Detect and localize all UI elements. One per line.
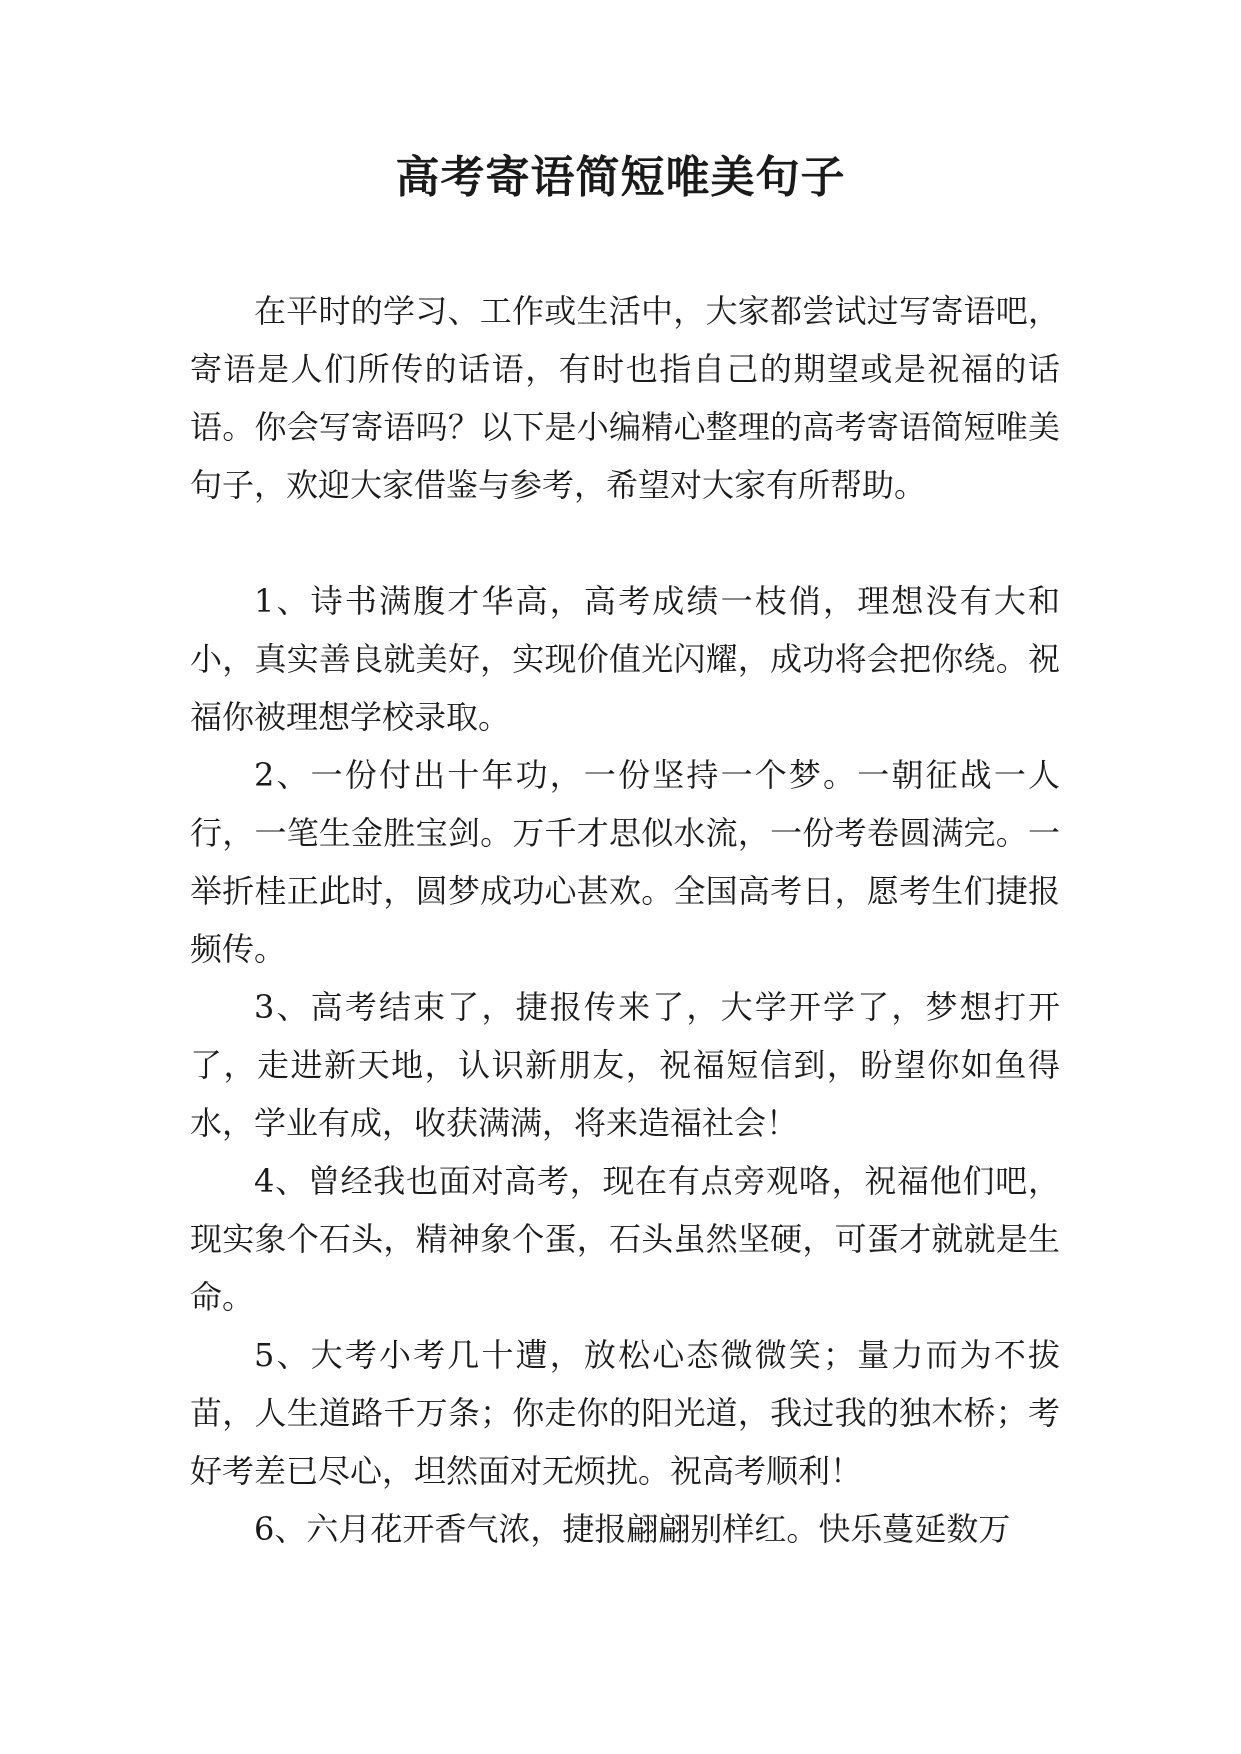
document-title: 高考寄语简短唯美句子	[395, 152, 846, 203]
list-item: 2、一份付出十年功，一份坚持一个梦。一朝征战一人行，一笔生金胜宝剑。万千才思似水流，一份考卷圆满完。一举折桂正此时，圆梦成功心甚欢。全国高考日，愿考生们捷报频传。	[190, 756, 1060, 968]
list-item: 1、诗书满腹才华高，高考成绩一枝俏，理想没有大和小，真实善良就美好，实现价值光闪耀，成功将会把你绕。祝福你被理想学校录取。	[190, 582, 1060, 736]
list-item: 6、六月花开香气浓，捷报翩翩别样红。快乐蔓延数万	[254, 1510, 1011, 1548]
list-item: 3、高考结束了，捷报传来了，大学开学了，梦想打开了，走进新天地，认识新朋友，祝福短信到，盼望你如鱼得水，学业有成，收获满满，将来造福社会！	[190, 988, 1060, 1142]
paragraph-spacer	[190, 514, 1060, 572]
intro-paragraph: 在平时的学习、工作或生活中，大家都尝试过写寄语吧，寄语是人们所传的话语，有时也指自己的期望或是祝福的话语。你会写寄语吗？以下是小编精心整理的高考寄语简短唯美句子，欢迎大家借鉴与参考，希望对大家有所帮助。	[190, 292, 1060, 504]
list-item: 4、曾经我也面对高考，现在有点旁观咯，祝福他们吧，现实象个石头，精神象个蛋，石头虽然坚硬，可蛋才就就是生命。	[190, 1162, 1060, 1316]
document-body	[190, 282, 1060, 1558]
list-item: 5、大考小考几十遭，放松心态微微笑；量力而为不拔苗，人生道路千万条；你走你的阳光道，我过我的独木桥；考好考差已尽心，坦然面对无烦扰。祝高考顺利！	[190, 1336, 1060, 1490]
